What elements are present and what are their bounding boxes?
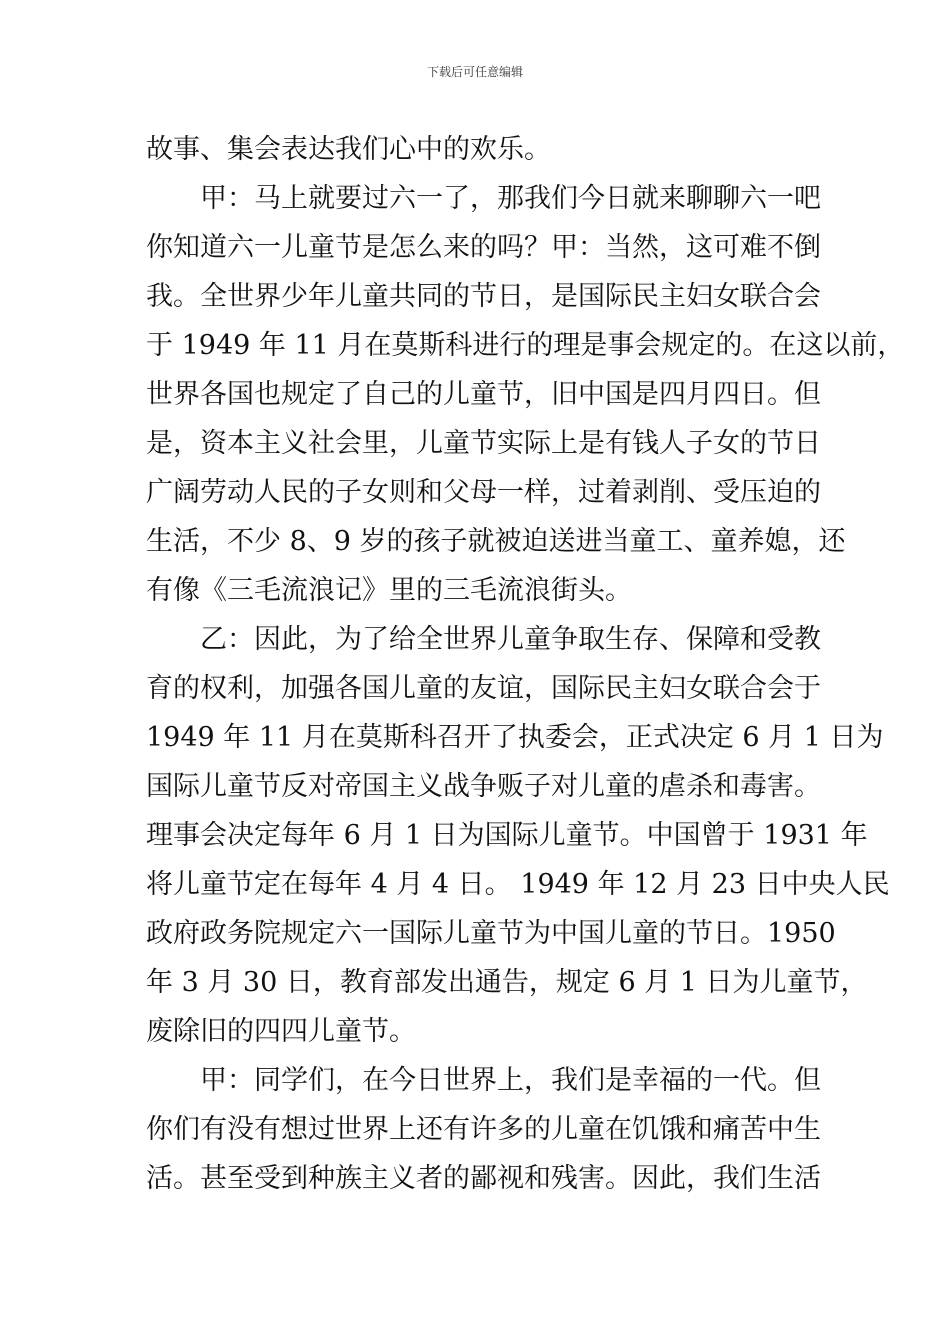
text-line: 育的权利，加强各国儿童的友谊，国际民主妇女联合会于: [146, 673, 821, 704]
text-line: 年 3 月 30 日，教育部发出通告，规定 6 月 1 日为儿童节，: [146, 967, 868, 998]
page-header: 下载后可任意编辑: [426, 65, 523, 79]
text-line: 乙：因此，为了给全世界儿童争取生存、保障和受教: [200, 624, 821, 655]
text-line: 1949 年 11 月在莫斯科召开了执委会，正式决定 6 月 1 日为: [146, 722, 884, 753]
text-line: 废除旧的四四儿童节。: [146, 1016, 416, 1047]
text-line: 于 1949 年 11 月在莫斯科进行的理是事会规定的。在这以前，: [146, 330, 905, 361]
text-line: 你知道六一儿童节是怎么来的吗？甲：当然，这可难不倒: [146, 232, 821, 263]
text-line: 政府政务院规定六一国际儿童节为中国儿童的节日。1950: [146, 918, 836, 949]
text-line: 广阔劳动人民的子女则和父母一样，过着剥削、受压迫的: [146, 477, 821, 508]
body-text: [146, 125, 905, 1203]
text-line: 你们有没有想过世界上还有许多的儿童在饥饿和痛苦中生: [146, 1114, 821, 1145]
text-line: 活。甚至受到种族主义者的鄙视和残害。因此，我们生活: [146, 1163, 821, 1194]
text-line: 有像《三毛流浪记》里的三毛流浪街头。: [146, 575, 632, 606]
text-line: 甲：马上就要过六一了，那我们今日就来聊聊六一吧: [200, 183, 821, 214]
text-line: 国际儿童节反对帝国主义战争贩子对儿童的虐杀和毒害。: [146, 771, 821, 802]
text-line: 甲：同学们，在今日世界上，我们是幸福的一代。但: [200, 1065, 821, 1096]
text-line: 我。全世界少年儿童共同的节日，是国际民主妇女联合会: [146, 281, 821, 312]
text-line: 生活，不少 8、9 岁的孩子就被迫送进当童工、童养媳，还: [146, 526, 846, 557]
text-line: 理事会决定每年 6 月 1 日为国际儿童节。中国曾于 1931 年: [146, 820, 868, 851]
text-line: 将儿童节定在每年 4 月 4 日。 1949 年 12 月 23 日中央人民: [146, 869, 890, 900]
text-line: 世界各国也规定了自己的儿童节，旧中国是四月四日。但: [146, 379, 821, 410]
text-line: 是，资本主义社会里，儿童节实际上是有钱人子女的节日: [146, 428, 821, 459]
text-line: 故事、集会表达我们心中的欢乐。: [146, 134, 551, 165]
